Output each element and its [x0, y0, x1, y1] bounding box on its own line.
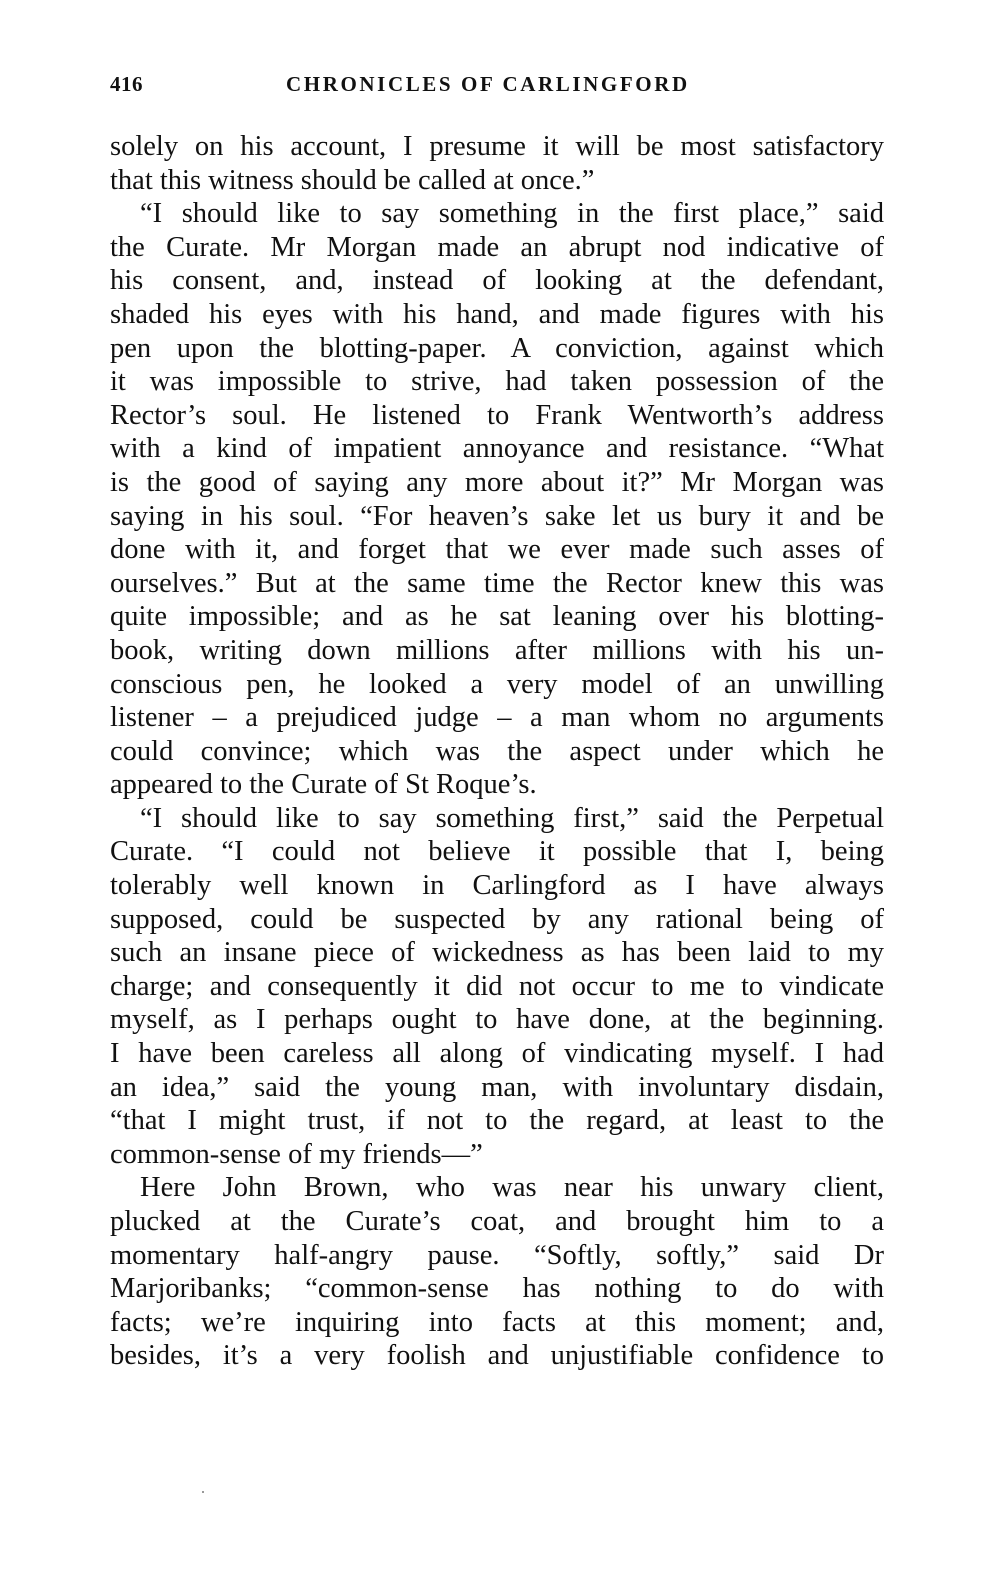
paragraph-first-line: “I should like to say something first,” said the Perpetual — [140, 802, 884, 834]
text-line: Marjoribanks; “common-sense has nothing to do with — [110, 1273, 884, 1305]
text-line: saying in his soul. “For heaven’s sake let us bury it and be — [110, 500, 884, 532]
text-line: quite impossible; and as he sat leaning over his blotting- — [110, 601, 884, 633]
text-line: shaded his eyes with his hand, and made figures with his — [110, 298, 884, 330]
text-line: that this witness should be called at once.” — [110, 164, 595, 196]
text-line: an idea,” said the young man, with involuntary disdain, — [110, 1071, 884, 1103]
text-line: I have been careless all along of vindicating myself. I had — [110, 1038, 884, 1070]
text-line: solely on his account, I presume it will be most satisfactory — [110, 131, 884, 162]
text-line: it was impossible to strive, had taken possession of the — [110, 366, 884, 398]
text-line: facts; we’re inquiring into facts at this moment; and, — [110, 1306, 884, 1338]
text-line: his consent, and, instead of looking at the defendant, — [110, 265, 884, 297]
text-line: plucked at the Curate’s coat, and brought him to a — [110, 1206, 884, 1237]
text-line: “that I might trust, if not to the regard, at least to the — [110, 1105, 884, 1137]
text-line: myself, as I perhaps ought to have done, at the beginning. — [110, 1004, 884, 1036]
text-line: besides, it’s a very foolish and unjustifiable confidence to — [110, 1340, 884, 1372]
running-head — [110, 72, 890, 102]
text-line: is the good of saying any more about it?” Mr Morgan was — [110, 466, 884, 498]
text-line: conscious pen, he looked a very model of an unwilling — [110, 668, 884, 700]
text-line: could convince; which was the aspect under which he — [110, 735, 884, 767]
text-line: listener – a prejudiced judge – a man whom no arguments — [110, 702, 884, 734]
text-line: momentary half-angry pause. “Softly, softly,” said Dr — [110, 1239, 884, 1271]
text-line: the Curate. Mr Morgan made an abrupt nod indicative of — [110, 231, 884, 263]
text-line: with a kind of impatient annoyance and resistance. “What — [110, 433, 884, 465]
text-line: Curate. “I could not believe it possible that I, being — [110, 836, 884, 868]
text-line: done with it, and forget that we ever made such asses of — [110, 534, 884, 566]
paragraph-first-line: Here John Brown, who was near his unwary client, — [140, 1172, 884, 1204]
text-line: such an insane piece of wickedness as has been laid to my — [110, 937, 884, 969]
text-line: charge; and consequently it did not occur to me to vindicate — [110, 970, 884, 1002]
text-line: book, writing down millions after millions with his un- — [110, 634, 884, 666]
text-line: Rector’s soul. He listened to Frank Wentworth’s address — [110, 399, 884, 431]
text-line: pen upon the blotting-paper. A conviction, against which — [110, 332, 884, 364]
text-line: appeared to the Curate of St Roque’s. — [110, 769, 537, 801]
text-line: common-sense of my friends—” — [110, 1138, 483, 1170]
text-line: supposed, could be suspected by any rational being of — [110, 903, 884, 935]
text-line: ourselves.” But at the same time the Rector knew this was — [110, 567, 884, 599]
scan-speck — [202, 1491, 204, 1493]
text-line: tolerably well known in Carlingford as I have always — [110, 870, 884, 902]
running-title: CHRONICLES OF CARLINGFORD — [286, 72, 690, 96]
page-number: 416 — [110, 72, 143, 96]
body-text — [110, 130, 884, 1373]
paragraph-first-line: “I should like to say something in the first place,” said — [140, 198, 884, 230]
